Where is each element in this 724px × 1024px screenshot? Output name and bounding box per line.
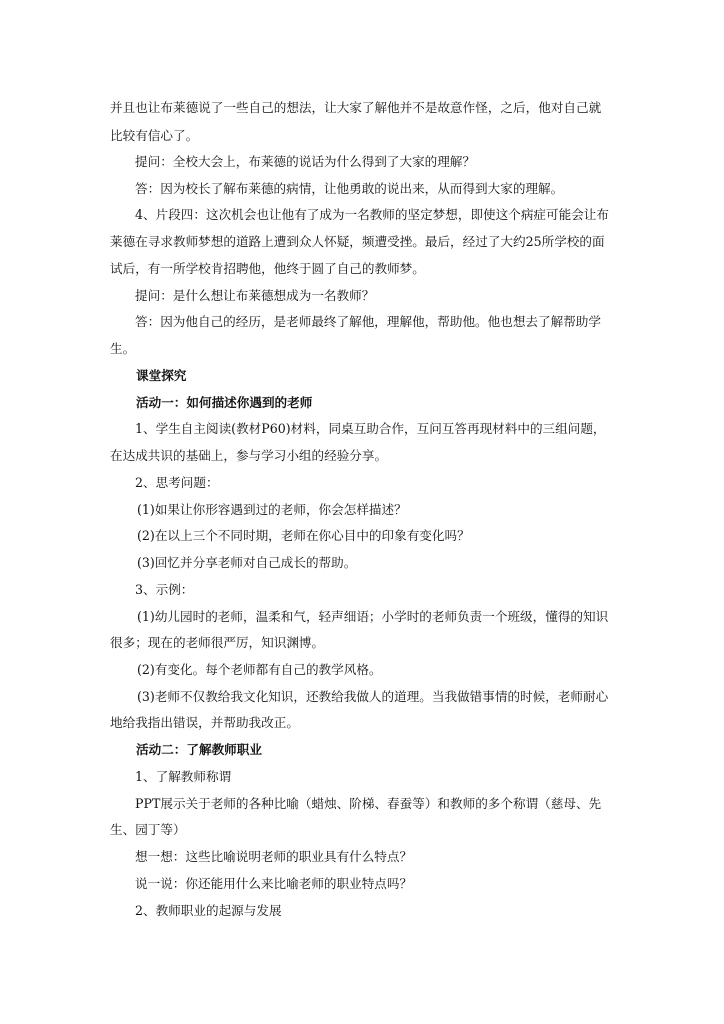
list-item: (2)在以上三个不同时期，老师在你心目中的印象有变化吗？ [137, 528, 470, 543]
paragraph-line: 在达成共识的基础上，参与学习小组的经验分享。 [110, 448, 388, 463]
activity-heading: 活动一：如何描述你遇到的老师 [136, 395, 313, 410]
list-item: (1)如果让你形容遇到过的老师，你会怎样描述？ [137, 502, 407, 517]
paragraph-line: 并且也让布莱德说了一些自己的想法，让大家了解他并不是故意作怪，之后，他对自己就 [110, 100, 602, 115]
paragraph-line: 4、片段四：这次机会也让他有了成为一名教师的坚定梦想，即使这个病症可能会让布 [135, 207, 609, 222]
activity-heading: 活动二：了解教师职业 [136, 742, 262, 757]
paragraph-line: 试后，有一所学校肯招聘他，他终于圆了自己的教师梦。 [110, 261, 425, 276]
question-line: 提问：全校大会上，布莱德的说话为什么得到了大家的理解？ [135, 154, 476, 169]
list-item: (1)幼儿园时的老师，温柔和气，轻声细语；小学时的老师负责一个班级，懂得的知识 [137, 609, 609, 624]
paragraph-line: 2、教师职业的起源与发展 [135, 903, 282, 918]
paragraph-line: 3、示例： [135, 582, 194, 597]
question-line: 提问：是什么想让布莱德想成为一名教师？ [135, 288, 375, 303]
paragraph-line: 1、了解教师称谓 [135, 769, 232, 784]
paragraph-line: 莱德在寻求教师梦想的道路上遭到众人怀疑，频遭受挫。最后，经过了大约25所学校的面 [110, 234, 605, 249]
list-item: (3)回忆并分享老师对自己成长的帮助。 [137, 555, 357, 570]
paragraph-line: 生。 [110, 341, 136, 356]
answer-line: 答：因为校长了解布莱德的病情，让他勇敢的说出来，从而得到大家的理解。 [135, 181, 564, 196]
paragraph-line: 生、园丁等） [110, 822, 186, 837]
paragraph-line: 说一说：你还能用什么来比喻老师的职业特点吗？ [135, 876, 413, 891]
list-item: (3)老师不仅教给我文化知识，还教给我做人的道理。当我做错事情的时候，老师耐心 [137, 689, 609, 704]
paragraph-line: 想一想：这些比喻说明老师的职业具有什么特点？ [135, 849, 413, 864]
list-item: (2)有变化。每个老师都有自己的教学风格。 [137, 662, 382, 677]
paragraph-line: 2、思考问题： [135, 475, 219, 490]
paragraph-line: 很多；现在的老师很严厉，知识渊博。 [110, 635, 325, 650]
paragraph-line: 比较有信心了。 [110, 128, 199, 143]
paragraph-line: 1、学生自主阅读(教材P60)材料，同桌互助合作，互问互答再现材料中的三组问题， [135, 421, 606, 436]
section-heading: 课堂探究 [136, 368, 187, 383]
answer-line: 答：因为他自己的经历，是老师最终了解他，理解他，帮助他。他也想去了解帮助学 [135, 314, 601, 329]
paragraph-line: 地给我指出错误，并帮助我改正。 [110, 715, 299, 730]
paragraph-line: PPT展示关于老师的各种比喻（蜡烛、阶梯、春蚕等）和教师的多个称谓（慈母、先 [135, 796, 602, 811]
